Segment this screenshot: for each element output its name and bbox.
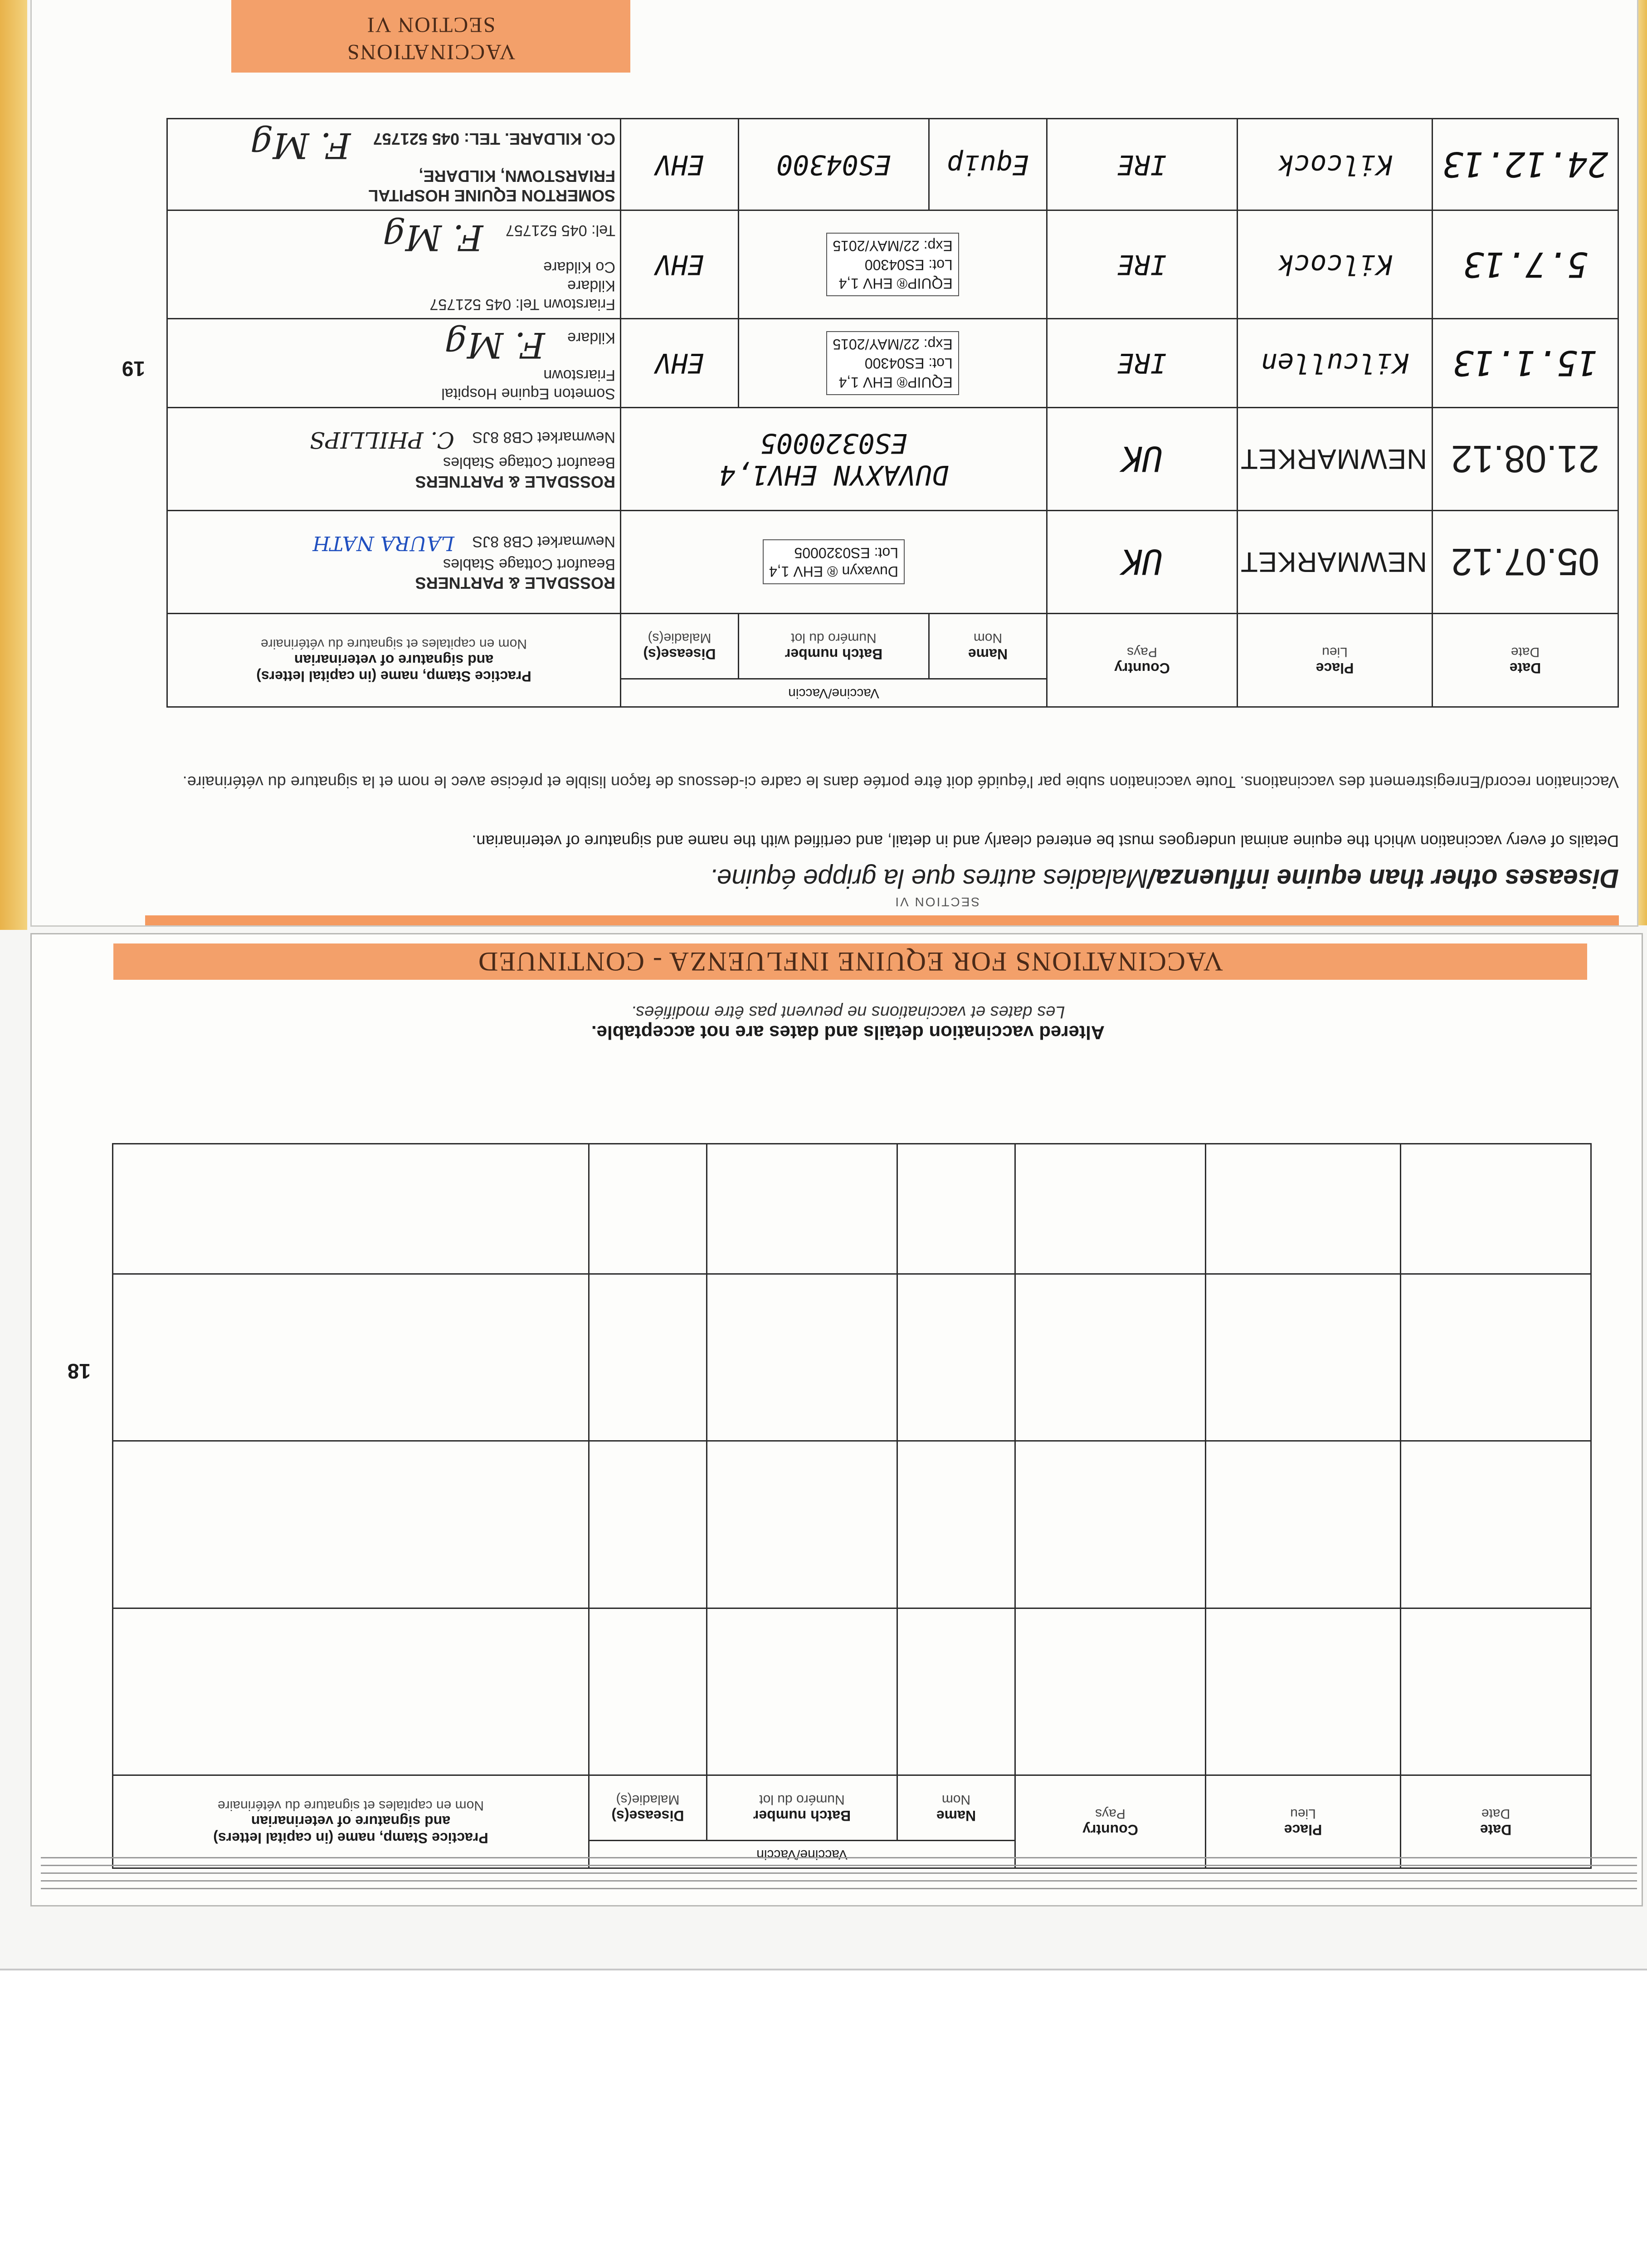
cell-vaccine-label bbox=[739, 318, 1047, 407]
cell-stamp bbox=[167, 210, 620, 318]
stamp-line: Someton Equine Hospital bbox=[441, 385, 615, 402]
signature: C. PHILLIPS bbox=[309, 426, 454, 453]
stamp-line: Tel: 045 521757 bbox=[506, 221, 615, 239]
header-country: Country Pays bbox=[1015, 1775, 1206, 1868]
header-batch: Batch number Numéro du lot bbox=[707, 1775, 897, 1840]
stamp-line: Kildare bbox=[567, 277, 615, 295]
sticker-lot: Lot: ES04300 bbox=[864, 355, 953, 372]
cell-date: 15.1.13 bbox=[1433, 318, 1618, 407]
page-18 bbox=[32, 934, 1642, 1905]
section-title: Diseases other than equine influenza/Maladies autres que la grippe équine. bbox=[709, 864, 1619, 893]
header-place: Place Lieu bbox=[1238, 613, 1433, 707]
cell-vaccine-name: Equip bbox=[929, 119, 1047, 210]
equine-influenza-banner: VACCINATIONS FOR EQUINE INFLUENZA - CONTINUED bbox=[113, 943, 1587, 980]
section-title-en: Diseases other than equine influenza bbox=[1155, 864, 1619, 893]
signature: F. Mg bbox=[383, 216, 483, 258]
instructions-en: Details of every vaccination which the equine animal undergoes must be entered clearly and in detail, and certified with the name and signature of veterinarian. bbox=[472, 832, 1619, 850]
header-place: Place Lieu bbox=[1206, 1775, 1401, 1868]
vaccination-table-top bbox=[166, 118, 1619, 708]
header-name: Name Nom bbox=[929, 613, 1047, 679]
cell-country: UK bbox=[1047, 510, 1238, 613]
stamp-line: ROSSDALE & PARTNERS bbox=[415, 473, 615, 492]
cell-place: NEWMARKET bbox=[1238, 510, 1433, 613]
stamp-line: Beaufort Cottage Stables bbox=[443, 454, 615, 472]
stamp-line: Newmarket CB8 8JS bbox=[472, 533, 615, 550]
table-row bbox=[167, 318, 1618, 407]
vaccine-batch: ES0320005 bbox=[760, 427, 908, 459]
cell-stamp bbox=[167, 407, 620, 510]
banner-title: VACCINATIONS bbox=[346, 40, 516, 64]
sticker-name: Duvaxyn ® EHV 1,4 bbox=[769, 563, 899, 580]
header-name: Name Nom bbox=[897, 1775, 1015, 1840]
cell-disease: EHV bbox=[620, 210, 738, 318]
table-row bbox=[167, 407, 1618, 510]
table-row bbox=[112, 1144, 1591, 1274]
page-19 bbox=[32, 0, 1637, 925]
sticker-lot: Lot: ES04300 bbox=[864, 256, 953, 273]
note-fr: Les dates et vaccinations ne peuvent pas être modifiées. bbox=[631, 1002, 1065, 1022]
vaccination-table-bottom bbox=[112, 1143, 1592, 1869]
vaccine-sticker bbox=[826, 331, 959, 395]
stamp-line: Friarstown Tel: 045 521757 bbox=[429, 296, 615, 313]
stamp-line: Beaufort Cottage Stables bbox=[443, 555, 615, 573]
cell-place: Kilcock bbox=[1238, 119, 1433, 210]
cell-date: 05.07.12 bbox=[1433, 510, 1618, 613]
table-row bbox=[167, 119, 1618, 210]
cell-batch: ES04300 bbox=[739, 119, 929, 210]
page-number: 18 bbox=[67, 1359, 91, 1383]
stamp-line: CO. KILDARE. TEL: 045 521757 bbox=[373, 129, 615, 148]
next-section-strip bbox=[145, 915, 1619, 925]
cell-country: IRE bbox=[1047, 210, 1238, 318]
cell-country: UK bbox=[1047, 407, 1238, 510]
sticker-lot: Lot: ES0320005 bbox=[794, 544, 899, 561]
vaccine-sticker bbox=[763, 539, 905, 584]
table-row bbox=[112, 1441, 1591, 1608]
cell-disease: EHV bbox=[620, 318, 738, 407]
table-row bbox=[112, 1274, 1591, 1441]
header-batch: Batch number Numéro du lot bbox=[739, 613, 929, 679]
page-edges bbox=[41, 1855, 1637, 1919]
sticker-name: EQUIP® EHV 1,4 bbox=[838, 275, 953, 292]
cell-date: 24.12.13 bbox=[1433, 119, 1618, 210]
header-stamp: Practice Stamp, name (in capital letters) and signature of veterinarian Nom en capitales et signature du vétérinaire bbox=[167, 613, 620, 707]
table-row bbox=[112, 1608, 1591, 1775]
scanner-bed bbox=[0, 1969, 1647, 2268]
passport-booklet bbox=[14, 0, 1647, 1964]
stamp-line: ROSSDALE & PARTNERS bbox=[415, 574, 615, 593]
cell-vaccine-label bbox=[620, 510, 1047, 613]
page-number: 19 bbox=[122, 357, 145, 381]
cell-vaccine-handwritten bbox=[620, 407, 1047, 510]
header-date: Date Date bbox=[1433, 613, 1618, 707]
header-diseases: Disease(s) Maladie(s) bbox=[620, 613, 738, 679]
header-vaccine: Vaccine/Vaccin bbox=[589, 1840, 1015, 1868]
table-row bbox=[167, 510, 1618, 613]
cell-date: 21.08.12 bbox=[1433, 407, 1618, 510]
cell-stamp bbox=[167, 510, 620, 613]
note-en: Altered vaccination details and dates are not acceptable. bbox=[591, 1022, 1105, 1043]
instructions-fr: Vaccination record/Enregistrement des vaccinations. Toute vaccination subie par l'équidé doit être portée dans le cadre ci-dessous de façon lisible et précise avec le nom et la signature du vétérinaire. bbox=[182, 773, 1619, 792]
banner-subtitle: SECTION VI bbox=[366, 13, 496, 37]
stamp-line: Co Kildare bbox=[543, 259, 615, 276]
cell-date: 5.7.13 bbox=[1433, 210, 1618, 318]
cell-vaccine-label bbox=[739, 210, 1047, 318]
section-vi-banner bbox=[231, 0, 630, 73]
cell-stamp bbox=[167, 318, 620, 407]
header-stamp: Practice Stamp, name (in capital letters) and signature of veterinarian Nom en capitales et signature du vétérinaire bbox=[112, 1775, 589, 1868]
cell-country: IRE bbox=[1047, 318, 1238, 407]
page-19-rotated-content bbox=[32, 0, 1637, 925]
alteration-note bbox=[553, 1002, 1143, 1043]
cell-disease: EHV bbox=[620, 119, 738, 210]
signature: F. Mg bbox=[444, 324, 545, 366]
header-vaccine: Vaccine/Vaccin bbox=[620, 679, 1047, 707]
sticker-name: EQUIP® EHV 1,4 bbox=[838, 374, 953, 391]
header-date: Date Date bbox=[1401, 1775, 1591, 1868]
section-title-fr: Maladies autres que la grippe équine. bbox=[709, 864, 1149, 893]
stamp-line: Friarstown bbox=[543, 367, 615, 384]
section-label: SECTION VI bbox=[894, 895, 979, 909]
vaccine-name: DUVAXYN EHV1,4 bbox=[719, 459, 949, 491]
cell-place: Kilcullen bbox=[1238, 318, 1433, 407]
sticker-exp: Exp: 22/MAY/2015 bbox=[833, 336, 953, 353]
stamp-line: Newmarket CB8 8JS bbox=[472, 428, 615, 446]
signature: LAURA NATH bbox=[312, 531, 454, 555]
stamp-line: FRIARSTOWN, KILDARE, bbox=[419, 166, 615, 186]
stamp-line: Kildare bbox=[567, 329, 615, 347]
header-country: Country Pays bbox=[1047, 613, 1238, 707]
table-row bbox=[167, 210, 1618, 318]
signature: F. Mg bbox=[250, 124, 351, 166]
stamp-line: SOMERTON EQUINE HOSPITAL bbox=[368, 186, 615, 205]
cell-place: Kilcock bbox=[1238, 210, 1433, 318]
vaccine-sticker bbox=[826, 233, 959, 297]
cell-country: IRE bbox=[1047, 119, 1238, 210]
cell-place: NEWMARKET bbox=[1238, 407, 1433, 510]
sticker-exp: Exp: 22/MAY/2015 bbox=[833, 238, 953, 254]
cell-stamp bbox=[167, 119, 620, 210]
header-diseases: Disease(s) Maladie(s) bbox=[589, 1775, 707, 1840]
page-18-rotated-content bbox=[32, 934, 1642, 1905]
